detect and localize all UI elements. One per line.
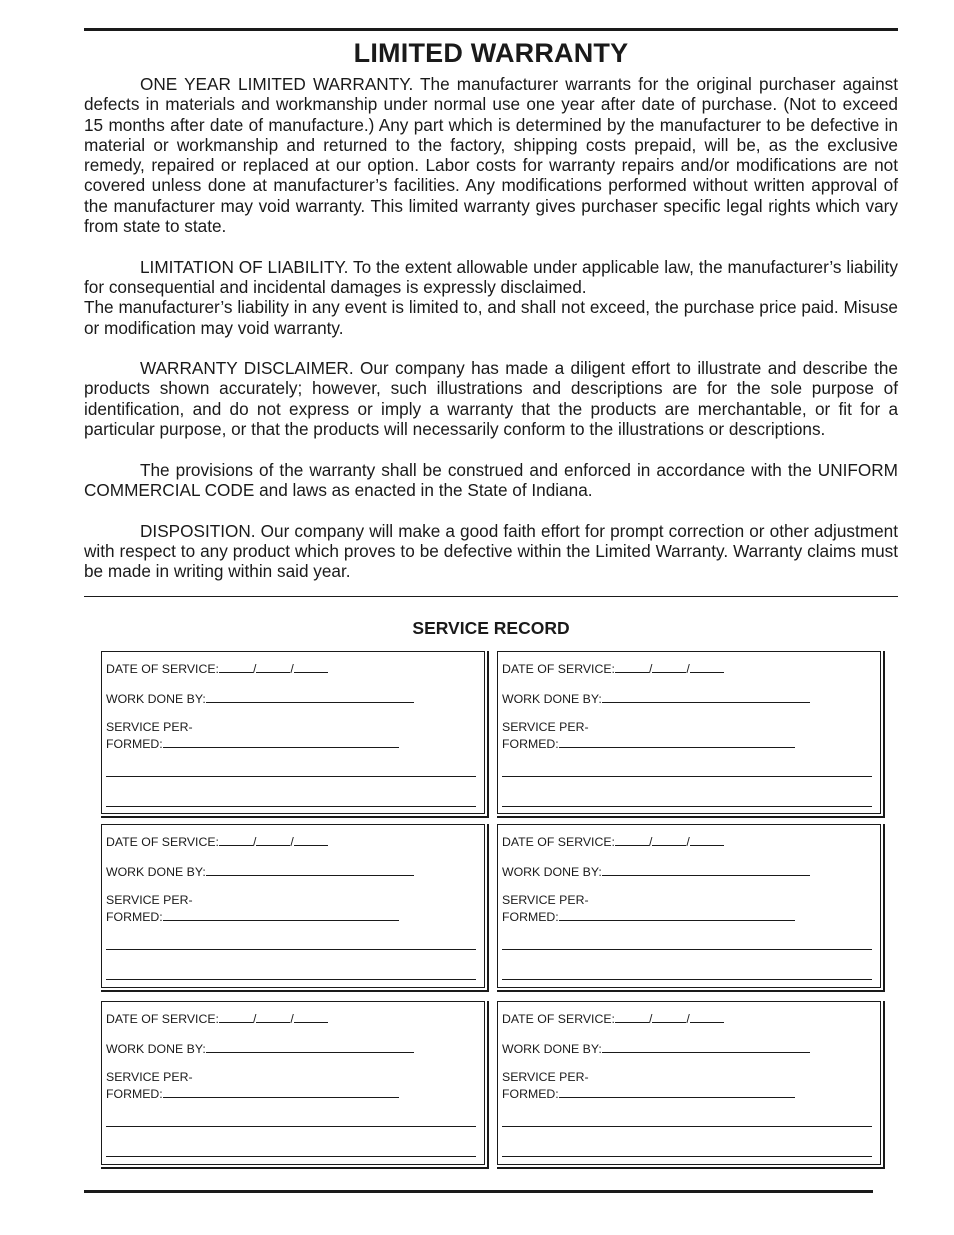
service-performed-label: SERVICE PER-: [502, 893, 589, 907]
work-done-by-label: WORK DONE BY:: [502, 692, 602, 706]
section-divider: [84, 596, 898, 597]
service-record-card: [497, 651, 881, 814]
day-blank[interactable]: [652, 660, 686, 673]
date-of-service-field[interactable]: [106, 660, 328, 677]
notes-line[interactable]: [106, 1126, 476, 1127]
work-done-by-blank[interactable]: [602, 690, 810, 703]
notes-line[interactable]: [106, 1156, 476, 1157]
disposition-paragraph: DISPOSITION. Our company will make a good faith effort for prompt correction or other adjustment with respect to any product which proves to be defective within the Limited Warranty. Warranty claims must be made in writing within said year.: [84, 520, 898, 582]
service-performed-blank[interactable]: [163, 735, 399, 748]
work-done-by-blank[interactable]: [602, 1040, 810, 1053]
year-blank[interactable]: [294, 660, 328, 673]
date-slash: /: [290, 1012, 294, 1026]
date-slash: /: [648, 662, 653, 676]
service-performed-blank[interactable]: [559, 1085, 795, 1098]
date-of-service-field[interactable]: [106, 833, 328, 850]
work-done-by-field[interactable]: [502, 690, 810, 707]
notes-line[interactable]: [106, 806, 476, 807]
service-performed-field[interactable]: [106, 720, 399, 752]
page-title: LIMITED WARRANTY: [353, 38, 629, 68]
formed-label: FORMED:: [502, 1087, 559, 1101]
service-performed-blank[interactable]: [163, 908, 399, 921]
date-of-service-field[interactable]: [106, 1010, 328, 1027]
work-done-by-blank[interactable]: [602, 863, 810, 876]
notes-line[interactable]: [502, 806, 872, 807]
date-slash: /: [648, 1012, 653, 1026]
date-label: DATE OF SERVICE:: [502, 835, 615, 849]
year-blank[interactable]: [690, 660, 724, 673]
date-label: DATE OF SERVICE:: [106, 1012, 219, 1026]
service-record-card: [101, 1001, 485, 1165]
date-label: DATE OF SERVICE:: [106, 662, 219, 676]
work-done-by-label: WORK DONE BY:: [106, 1042, 206, 1056]
day-blank[interactable]: [256, 1010, 290, 1023]
work-done-by-blank[interactable]: [206, 863, 414, 876]
work-done-by-field[interactable]: [502, 863, 810, 880]
month-blank[interactable]: [615, 660, 649, 673]
day-blank[interactable]: [652, 1010, 686, 1023]
service-performed-field[interactable]: [106, 1070, 399, 1102]
service-performed-label: SERVICE PER-: [502, 720, 589, 734]
liability-text-a: LIMITATION OF LIABILITY. To the extent allowable under applicable law, the manufacturer’s liability for consequential and incidental damages is expressly disclaimed.: [84, 256, 898, 297]
day-blank[interactable]: [256, 833, 290, 846]
service-performed-blank[interactable]: [559, 735, 795, 748]
work-done-by-label: WORK DONE BY:: [502, 865, 602, 879]
date-slash: /: [290, 662, 294, 676]
work-done-by-field[interactable]: [106, 1040, 414, 1057]
date-slash: /: [252, 835, 257, 849]
date-of-service-field[interactable]: [502, 1010, 724, 1027]
day-blank[interactable]: [652, 833, 686, 846]
date-slash: /: [686, 662, 690, 676]
service-performed-label: SERVICE PER-: [502, 1070, 589, 1084]
bottom-rule: [84, 1190, 873, 1193]
service-performed-field[interactable]: [106, 893, 399, 925]
service-performed-blank[interactable]: [163, 1085, 399, 1098]
notes-line[interactable]: [106, 979, 476, 980]
work-done-by-label: WORK DONE BY:: [106, 865, 206, 879]
work-done-by-field[interactable]: [106, 690, 414, 707]
work-done-by-label: WORK DONE BY:: [502, 1042, 602, 1056]
formed-label: FORMED:: [106, 1087, 163, 1101]
work-done-by-field[interactable]: [106, 863, 414, 880]
formed-label: FORMED:: [502, 737, 559, 751]
provisions-paragraph: The provisions of the warranty shall be construed and enforced in accordance with the UNIFORM COMMERCIAL CODE and laws as enacted in the State of Indiana.: [84, 459, 898, 500]
formed-label: FORMED:: [106, 737, 163, 751]
notes-line[interactable]: [502, 949, 872, 950]
month-blank[interactable]: [219, 660, 253, 673]
month-blank[interactable]: [219, 1010, 253, 1023]
service-record-card: [497, 824, 881, 988]
service-performed-field[interactable]: [502, 893, 795, 925]
work-done-by-blank[interactable]: [206, 1040, 414, 1053]
day-blank[interactable]: [256, 660, 290, 673]
date-of-service-field[interactable]: [502, 833, 724, 850]
date-slash: /: [252, 1012, 257, 1026]
service-performed-field[interactable]: [502, 720, 795, 752]
month-blank[interactable]: [615, 1010, 649, 1023]
notes-line[interactable]: [106, 949, 476, 950]
date-slash: /: [252, 662, 257, 676]
date-slash: /: [290, 835, 294, 849]
date-of-service-field[interactable]: [502, 660, 724, 677]
notes-line[interactable]: [502, 1156, 872, 1157]
service-performed-label: SERVICE PER-: [106, 720, 193, 734]
work-done-by-field[interactable]: [502, 1040, 810, 1057]
notes-line[interactable]: [106, 776, 476, 777]
year-blank[interactable]: [690, 833, 724, 846]
work-done-by-blank[interactable]: [206, 690, 414, 703]
year-blank[interactable]: [294, 1010, 328, 1023]
date-label: DATE OF SERVICE:: [502, 1012, 615, 1026]
date-label: DATE OF SERVICE:: [106, 835, 219, 849]
service-performed-label: SERVICE PER-: [106, 893, 193, 907]
service-record-title: SERVICE RECORD: [412, 618, 570, 638]
formed-label: FORMED:: [502, 910, 559, 924]
service-record-card: [101, 824, 485, 988]
liability-paragraph: [84, 257, 898, 338]
warranty-paragraph: ONE YEAR LIMITED WARRANTY. The manufacturer warrants for the original purchaser against defects in materials and workmanship under normal use one year after date of purchase. (Not to exceed 15 months after date of manufacture.) Any part which is determined by the manufacturer to be defective in material or workmanship and returned to the factory, shipping costs prepaid, will be, as the exclusive remedy, repaired or replaced at our option. Labor costs for warranty repairs and/or modifications are not covered unless done at manufacturer’s facilities. Any modifications performed without written approval of the manufacturer may void warranty. This limited warranty gives purchaser specific legal rights which vary from state to state.: [84, 74, 898, 237]
date-slash: /: [648, 835, 653, 849]
service-record-card: [497, 1001, 881, 1165]
service-performed-field[interactable]: [502, 1070, 795, 1102]
service-record-card: [101, 651, 485, 814]
month-blank[interactable]: [615, 833, 649, 846]
top-rule: [84, 28, 898, 31]
notes-line[interactable]: [502, 979, 872, 980]
year-blank[interactable]: [690, 1010, 724, 1023]
disclaimer-paragraph: WARRANTY DISCLAIMER. Our company has made a diligent effort to illustrate and describe the products shown accurately; however, such illustrations and descriptions are for the sole purpose of identification, and do not express or imply a warranty that the products are merchantable, or fit for a particular purpose, or that the products will necessarily conform to the illustrations or descriptions.: [84, 358, 898, 440]
date-slash: /: [686, 1012, 690, 1026]
month-blank[interactable]: [219, 833, 253, 846]
notes-line[interactable]: [502, 776, 872, 777]
work-done-by-label: WORK DONE BY:: [106, 692, 206, 706]
date-slash: /: [686, 835, 690, 849]
service-performed-blank[interactable]: [559, 908, 795, 921]
year-blank[interactable]: [294, 833, 328, 846]
service-performed-label: SERVICE PER-: [106, 1070, 193, 1084]
liability-text-b: The manufacturer’s liability in any event is limited to, and shall not exceed, the purchase price paid. Misuse or modification may void warranty.: [84, 297, 898, 338]
warranty-text: [84, 74, 898, 602]
notes-line[interactable]: [502, 1126, 872, 1127]
formed-label: FORMED:: [106, 910, 163, 924]
date-label: DATE OF SERVICE:: [502, 662, 615, 676]
